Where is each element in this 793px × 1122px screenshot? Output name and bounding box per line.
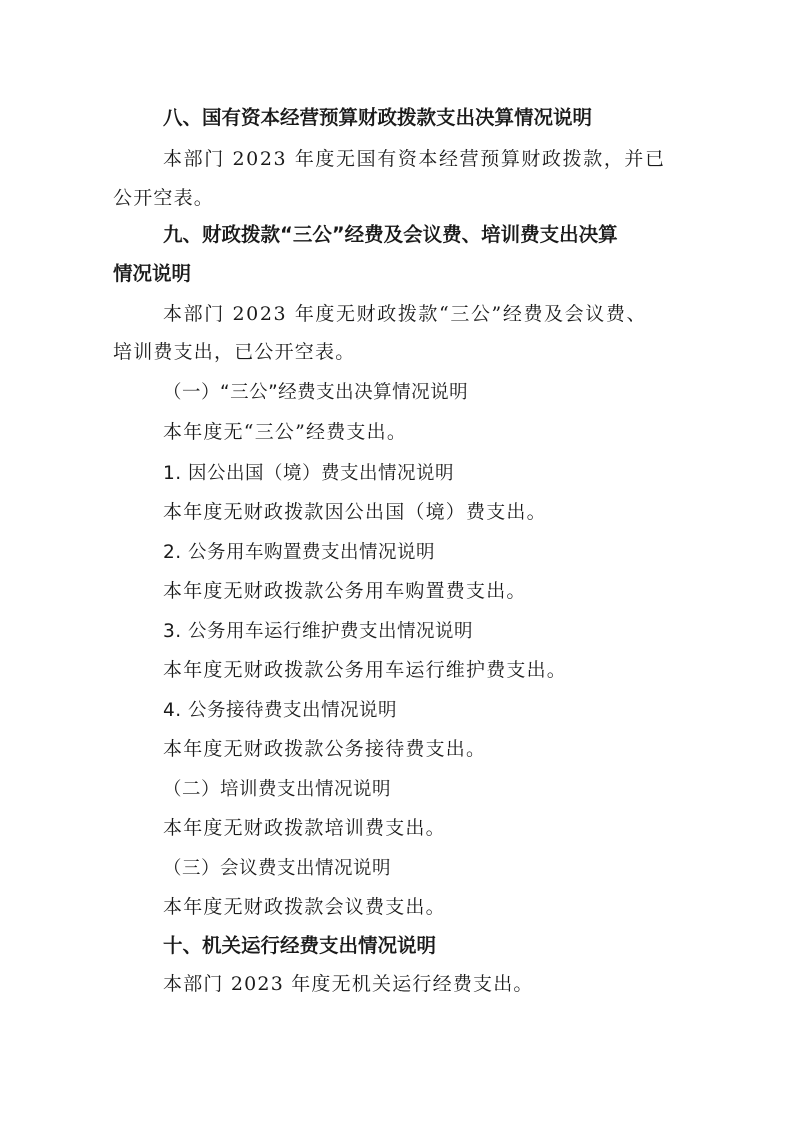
section-9-heading-line-1: 九、财政拨款“三公”经费及会议费、培训费支出决算: [163, 223, 618, 246]
item-3-paragraph: 本年度无财政拨款公务用车运行维护费支出。: [163, 659, 568, 681]
item-2-paragraph: 本年度无财政拨款公务用车购置费支出。: [163, 580, 527, 602]
subsection-2-heading: （二）培训费支出情况说明: [163, 779, 392, 800]
section-9-paragraph-line-1: 本部门 2023 年度无财政拨款“三公”经费及会议费、: [163, 303, 648, 325]
item-2-heading: 2. 公务用车购置费支出情况说明: [163, 542, 436, 563]
subsection-3-paragraph: 本年度无财政拨款会议费支出。: [163, 896, 446, 918]
item-1-heading: 1. 因公出国（境）费支出情况说明: [163, 463, 455, 484]
section-8-paragraph-line-1: 本部门 2023 年度无国有资本经营预算财政拨款，并已: [163, 148, 666, 170]
subsection-3-heading: （三）会议费支出情况说明: [163, 858, 392, 879]
item-3-heading: 3. 公务用车运行维护费支出情况说明: [163, 621, 474, 642]
section-8-heading: 八、国有资本经营预算财政拨款支出决算情况说明: [163, 106, 593, 129]
section-9-heading-line-2: 情况说明: [113, 262, 192, 285]
section-10-heading: 十、机关运行经费支出情况说明: [163, 934, 437, 957]
item-1-paragraph: 本年度无财政拨款因公出国（境）费支出。: [163, 501, 547, 523]
section-9-paragraph-line-2: 培训费支出，已公开空表。: [113, 341, 356, 363]
subsection-2-paragraph: 本年度无财政拨款培训费支出。: [163, 817, 446, 839]
subsection-1-paragraph: 本年度无“三公”经费支出。: [163, 421, 408, 443]
section-8-paragraph-line-2: 公开空表。: [113, 187, 215, 209]
item-4-heading: 4. 公务接待费支出情况说明: [163, 700, 398, 721]
section-10-paragraph: 本部门 2023 年度无机关运行经费支出。: [163, 973, 534, 995]
item-4-paragraph: 本年度无财政拨款公务接待费支出。: [163, 738, 487, 760]
subsection-1-heading: （一）“三公”经费支出决算情况说明: [163, 382, 469, 403]
